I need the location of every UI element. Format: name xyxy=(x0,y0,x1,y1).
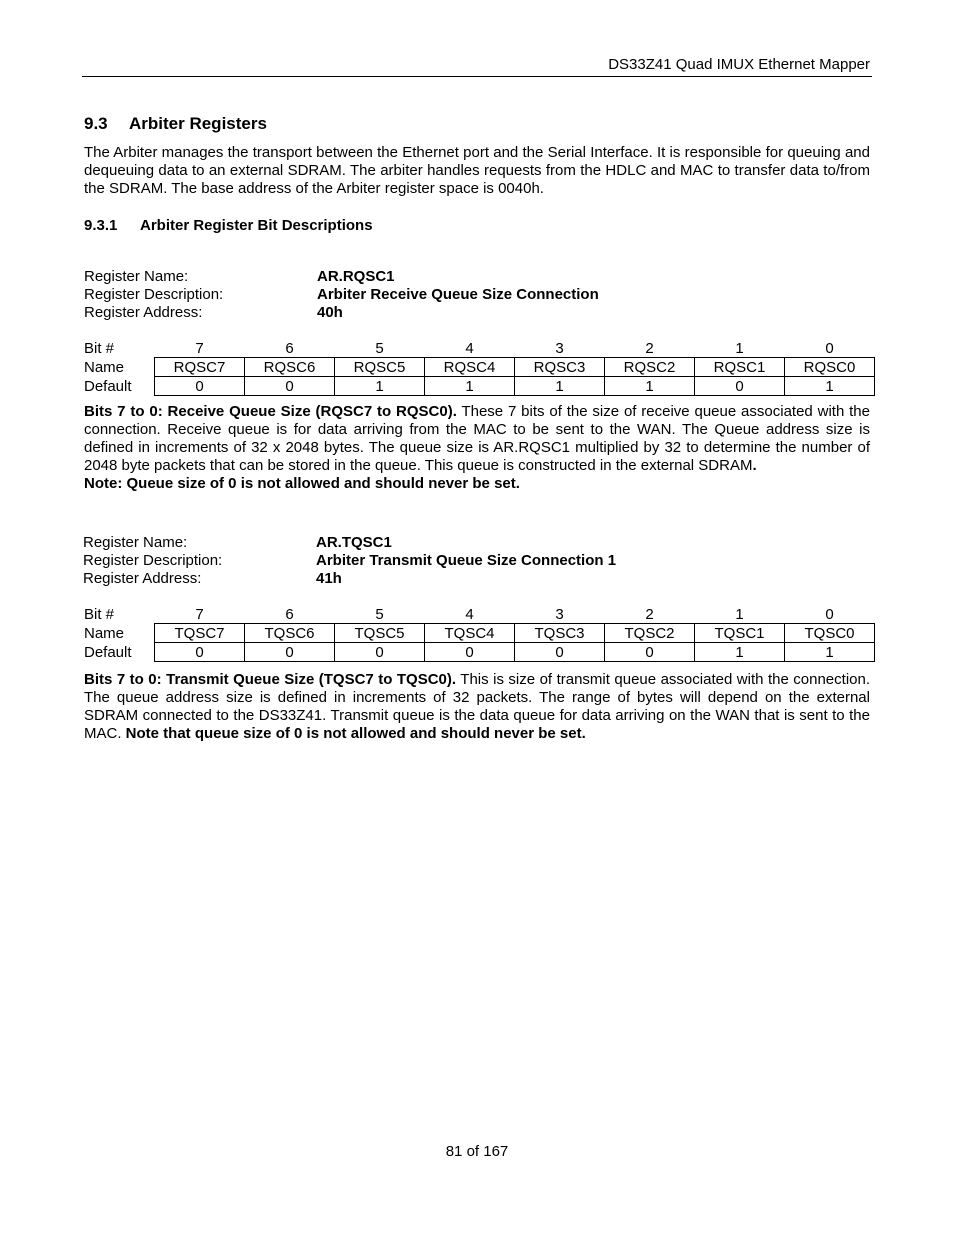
bit-name: TQSC5 xyxy=(335,624,425,643)
bit-default: 0 xyxy=(695,377,785,396)
bit-default: 0 xyxy=(605,643,695,662)
bit-default-row xyxy=(84,643,875,662)
register-info-rqsc1 xyxy=(84,268,599,322)
bit-number: 0 xyxy=(825,605,834,623)
bit-number: 5 xyxy=(375,339,384,357)
bit-number: 2 xyxy=(645,339,654,357)
register-description-rqsc1 xyxy=(84,403,870,493)
bit-name: RQSC6 xyxy=(245,358,335,377)
bit-number: 1 xyxy=(735,605,744,623)
bit-name: RQSC1 xyxy=(695,358,785,377)
bit-name: RQSC2 xyxy=(605,358,695,377)
bit-name: RQSC4 xyxy=(425,358,515,377)
bit-name: TQSC7 xyxy=(155,624,245,643)
bit-table-tqsc1 xyxy=(84,605,875,662)
default-row-label: Default xyxy=(84,643,132,661)
subsection-title: Arbiter Register Bit Descriptions xyxy=(140,217,373,234)
bit-default: 0 xyxy=(155,643,245,662)
bit-number: 3 xyxy=(555,605,564,623)
bit-default: 1 xyxy=(515,377,605,396)
bit-default: 1 xyxy=(335,377,425,396)
bit-name: RQSC0 xyxy=(785,358,875,377)
section-intro: The Arbiter manages the transport between the Ethernet port and the Serial Interface. It is responsible for queuing and dequeuing data to an external SDRAM. The arbiter handles requests from the HDLC and MAC to transfer data to/from the SDRAM. The base address of the Arbiter register space is 0040h. xyxy=(84,144,870,197)
bit-description-heading: Bits 7 to 0: Receive Queue Size (RQSC7 to RQSC0). xyxy=(84,403,457,420)
bit-description-text: This is size of transmit queue associated with the connection. The queue address size is defined in increments of 32 packets. The range of bytes will depend on the external SDRAM connected to the DS33Z41. Transmit queue is the data queue for data arriving on the WAN that is sent to the MAC. xyxy=(84,671,870,742)
register-name-label: Register Name: xyxy=(84,268,189,285)
bit-description-note: Note that queue size of 0 is not allowed and should never be set. xyxy=(125,725,586,742)
name-row-label: Name xyxy=(84,358,125,376)
register-name-value: AR.TQSC1 xyxy=(316,534,392,551)
bit-description-period: . xyxy=(752,457,757,474)
register-description-tqsc1 xyxy=(84,671,870,743)
bit-name: TQSC2 xyxy=(605,624,695,643)
bit-row-label: Bit # xyxy=(84,605,115,623)
bit-number: 2 xyxy=(645,605,654,623)
bit-number: 3 xyxy=(555,339,564,357)
header-divider xyxy=(82,76,872,77)
bit-number: 4 xyxy=(465,605,474,623)
bit-description-heading: Bits 7 to 0: Transmit Queue Size (TQSC7 to TQSC0). xyxy=(84,671,457,688)
bit-name: TQSC3 xyxy=(515,624,605,643)
bit-number: 5 xyxy=(375,605,384,623)
bit-number: 7 xyxy=(195,605,204,623)
bit-name: TQSC1 xyxy=(695,624,785,643)
bit-default: 0 xyxy=(155,377,245,396)
bit-number-row xyxy=(84,339,875,358)
section-title: Arbiter Registers xyxy=(129,114,267,133)
bit-default: 0 xyxy=(245,377,335,396)
document-title: DS33Z41 Quad IMUX Ethernet Mapper xyxy=(608,56,870,73)
bit-name: TQSC4 xyxy=(425,624,515,643)
bit-default: 0 xyxy=(335,643,425,662)
register-name-value: AR.RQSC1 xyxy=(317,268,395,285)
bit-number: 6 xyxy=(285,339,294,357)
bit-default-row xyxy=(84,377,875,396)
bit-default: 1 xyxy=(605,377,695,396)
bit-name-row xyxy=(84,624,875,643)
register-address-label: Register Address: xyxy=(83,570,202,587)
bit-name-row xyxy=(84,358,875,377)
register-description-label: Register Description: xyxy=(84,286,224,303)
bit-number: 6 xyxy=(285,605,294,623)
bit-default: 0 xyxy=(515,643,605,662)
bit-default: 1 xyxy=(695,643,785,662)
section-number: 9.3 xyxy=(84,114,108,133)
register-address-value: 41h xyxy=(316,570,342,587)
bit-name: RQSC5 xyxy=(335,358,425,377)
bit-number: 0 xyxy=(825,339,834,357)
register-description-label: Register Description: xyxy=(83,552,223,569)
bit-number: 4 xyxy=(465,339,474,357)
bit-number: 1 xyxy=(735,339,744,357)
bit-name: TQSC0 xyxy=(785,624,875,643)
bit-description-note: Note: Queue size of 0 is not allowed and should never be set. xyxy=(84,475,520,492)
section-heading xyxy=(84,114,267,134)
bit-name: RQSC7 xyxy=(155,358,245,377)
bit-default: 0 xyxy=(245,643,335,662)
name-row-label: Name xyxy=(84,624,125,642)
register-name-label: Register Name: xyxy=(83,534,188,551)
bit-default: 1 xyxy=(785,377,875,396)
bit-name: TQSC6 xyxy=(245,624,335,643)
register-address-value: 40h xyxy=(317,304,343,321)
bit-table-rqsc1 xyxy=(84,339,875,396)
bit-default: 1 xyxy=(785,643,875,662)
bit-name: RQSC3 xyxy=(515,358,605,377)
bit-default: 0 xyxy=(425,643,515,662)
bit-number: 7 xyxy=(195,339,204,357)
register-description-value: Arbiter Receive Queue Size Connection xyxy=(317,286,599,303)
register-info-tqsc1 xyxy=(83,534,616,588)
bit-row-label: Bit # xyxy=(84,339,115,357)
page-number: 81 of 167 xyxy=(445,1143,509,1160)
register-address-label: Register Address: xyxy=(84,304,203,321)
subsection-heading xyxy=(84,217,373,234)
bit-default: 1 xyxy=(425,377,515,396)
register-description-value: Arbiter Transmit Queue Size Connection 1 xyxy=(316,552,617,569)
bit-number-row xyxy=(84,605,875,624)
bit-description-text: These 7 bits of the size of receive queue associated with the connection. Receive queue is for data arriving from the MAC to be sent to the WAN. The Queue address size is defined in increments of 32 x 2048 bytes. The queue size is AR.RQSC1 multiplied by 32 to determine the number of 2048 byte packets that can be stored in the queue. This queue is constructed in the external SDRAM xyxy=(84,403,870,474)
default-row-label: Default xyxy=(84,377,132,395)
subsection-number: 9.3.1 xyxy=(84,217,118,234)
